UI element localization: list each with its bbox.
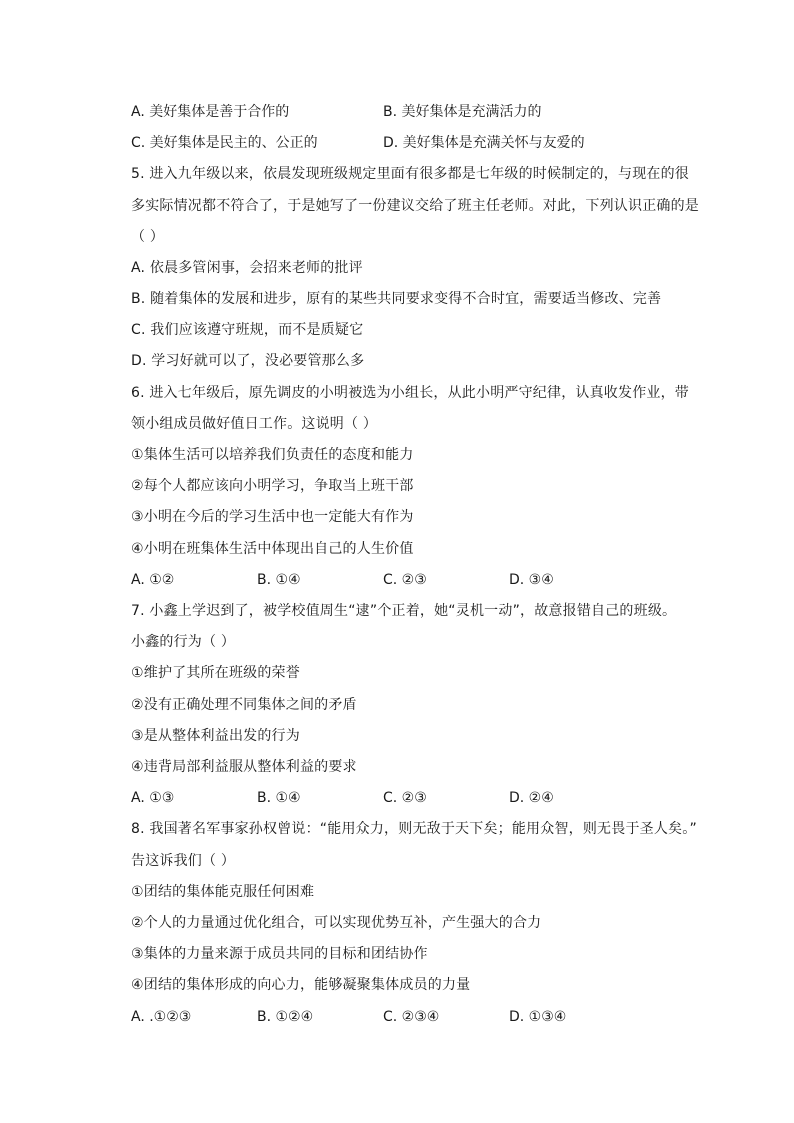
q5-stem-blank: （ ） — [131, 229, 165, 245]
q5-option-a: A. 依晨多管闲事，会招来老师的批评 — [131, 260, 363, 276]
q6-statement-4: ④小明在班集体生活中体现出自己的人生价值 — [131, 541, 414, 557]
q5-option-b: B. 随着集体的发展和进步，原有的某些共同要求变得不合时宜，需要适当修改、完善 — [131, 291, 662, 307]
q5-stem-line-1: 5. 进入九年级以来，依晨发现班级规定里面有很多都是七年级的时候制定的，与现在的很 — [131, 166, 690, 182]
q7-option-a: A. ①③ — [131, 790, 175, 806]
q8-statement-4: ④团结的集体形成的向心力，能够凝聚集体成员的力量 — [131, 977, 471, 993]
q8-option-b: B. ①②④ — [257, 1009, 314, 1025]
q6-stem-line-2: 领小组成员做好值日工作。这说明（ ） — [131, 416, 378, 432]
q7-statement-1: ①维护了其所在班级的荣誉 — [131, 665, 300, 681]
q6-option-c: C. ②③ — [383, 572, 427, 588]
q6-statement-2: ②每个人都应该向小明学习，争取当上班干部 — [131, 478, 414, 494]
q4-option-c: C. 美好集体是民主的、公正的 — [131, 135, 318, 151]
q6-statement-1: ①集体生活可以培养我们负责任的态度和能力 — [131, 447, 414, 463]
q8-statement-2: ②个人的力量通过优化组合，可以实现优势互补，产生强大的合力 — [131, 915, 542, 931]
q8-option-d: D. ①③④ — [509, 1009, 567, 1025]
q8-statement-3: ③集体的力量来源于成员共同的目标和团结协作 — [131, 946, 428, 962]
q7-statement-2: ②没有正确处理不同集体之间的矛盾 — [131, 697, 357, 713]
q7-stem-line-1: 7. 小鑫上学迟到了，被学校值周生“逮”个正着，她“灵机一动”，故意报错自己的班级。 — [131, 603, 677, 619]
q7-option-b: B. ①④ — [257, 790, 301, 806]
q4-option-d: D. 美好集体是充满关怀与友爱的 — [383, 135, 585, 151]
q5-stem-line-2: 多实际情况都不符合了，于是她写了一份建议交给了班主任老师。对此，下列认识正确的是 — [131, 198, 699, 214]
q7-statement-4: ④违背局部利益服从整体利益的要求 — [131, 759, 357, 775]
q6-option-a: A. ①② — [131, 572, 175, 588]
q4-option-a: A. 美好集体是善于合作的 — [131, 104, 290, 120]
q8-stem-line-2: 告这诉我们（ ） — [131, 853, 236, 869]
q7-statement-3: ③是从整体利益出发的行为 — [131, 728, 300, 744]
q5-option-c: C. 我们应该遵守班规，而不是质疑它 — [131, 322, 364, 338]
q4-option-b: B. 美好集体是充满活力的 — [383, 104, 542, 120]
q7-stem-line-2: 小鑫的行为（ ） — [131, 634, 236, 650]
q6-option-b: B. ①④ — [257, 572, 301, 588]
q8-option-a: A. .①②③ — [131, 1009, 192, 1025]
q8-stem-line-1: 8. 我国著名军事家孙权曾说：“能用众力，则无敌于天下矣；能用众智，则无畏于圣人矣。” — [131, 821, 697, 837]
q7-option-d: D. ②④ — [509, 790, 554, 806]
q6-stem-line-1: 6. 进入七年级后，原先调皮的小明被选为小组长，从此小明严守纪律，认真收发作业，带 — [131, 385, 690, 401]
q6-statement-3: ③小明在今后的学习生活中也一定能大有作为 — [131, 509, 414, 525]
q7-option-c: C. ②③ — [383, 790, 427, 806]
q8-option-c: C. ②③④ — [383, 1009, 440, 1025]
q5-option-d: D. 学习好就可以了，没必要管那么多 — [131, 353, 365, 369]
q8-statement-1: ①团结的集体能克服任何困难 — [131, 884, 315, 900]
q6-option-d: D. ③④ — [509, 572, 554, 588]
